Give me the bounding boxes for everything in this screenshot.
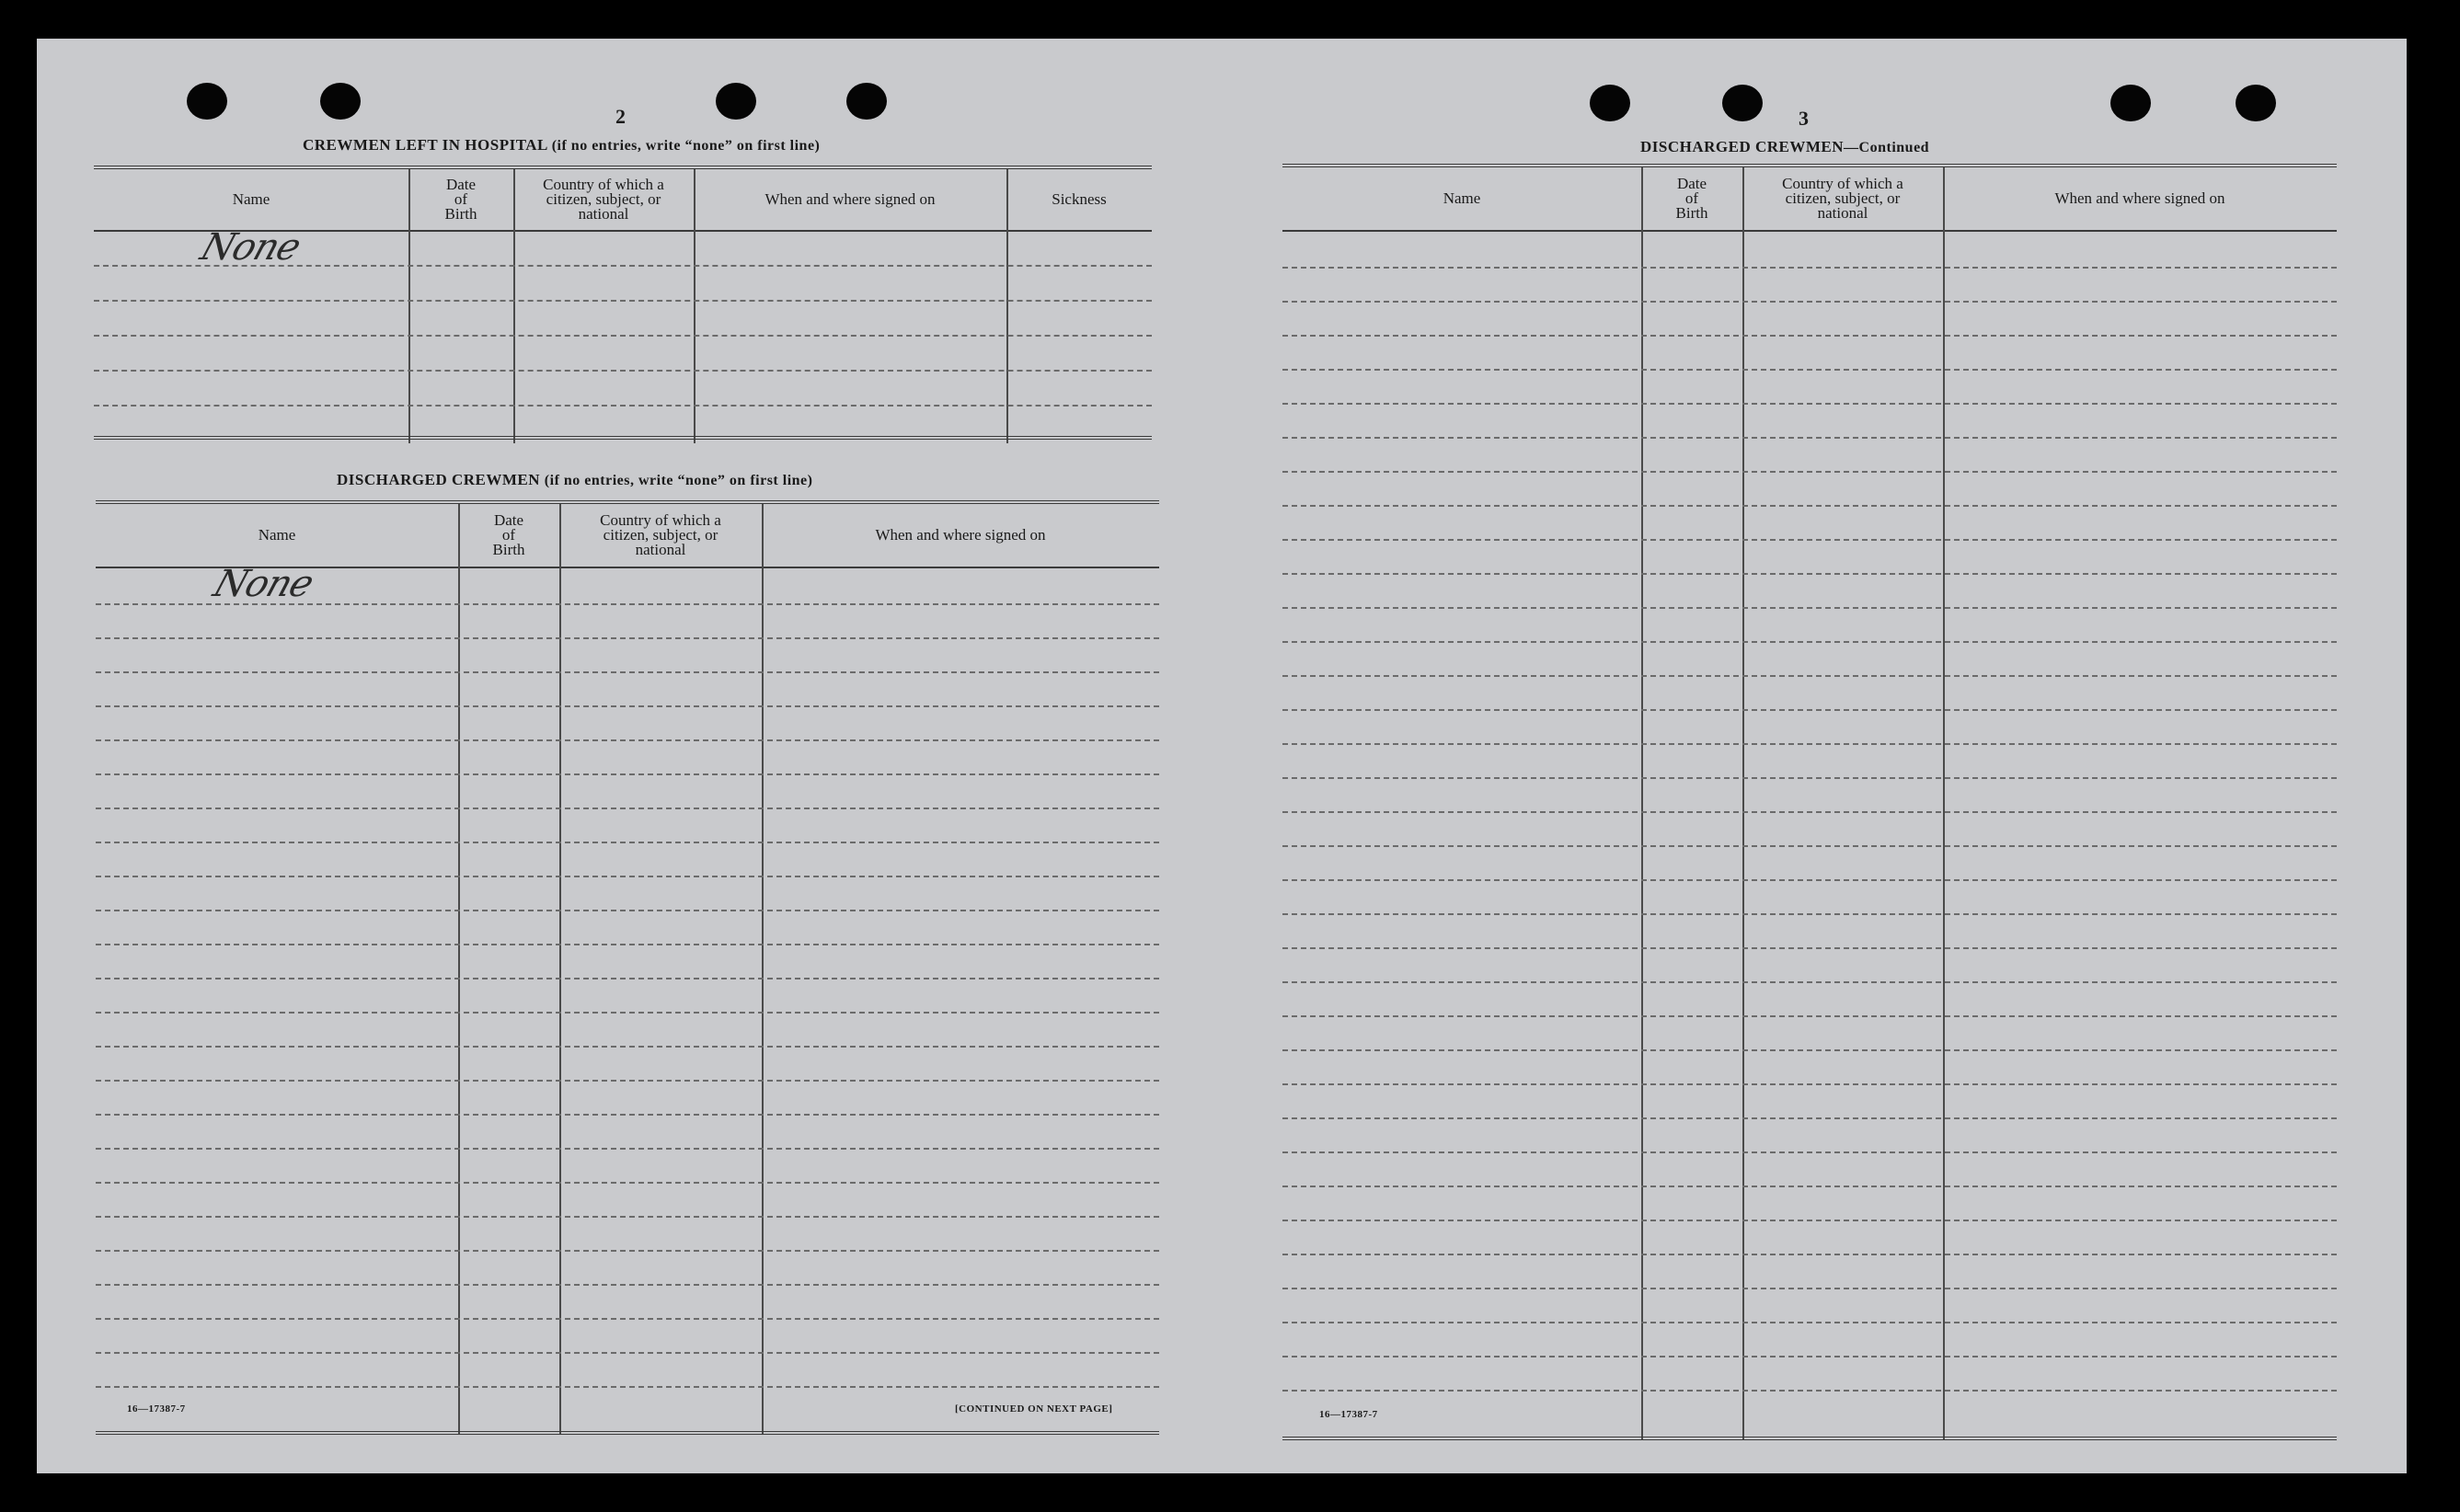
col-header-country: Country of which a citizen, subject, or national: [543, 176, 664, 223]
row-line: [1282, 1356, 2337, 1357]
col-header-name: Name: [258, 526, 296, 544]
column-divider: [762, 504, 764, 1435]
row-line: [1282, 471, 2337, 473]
punch-hole: [187, 83, 227, 120]
row-line: [96, 637, 1159, 639]
row-line: [1282, 1015, 2337, 1017]
col-header-country: Country of which a citizen, subject, or national: [1782, 175, 1903, 222]
punch-hole: [1590, 85, 1630, 121]
col-header-name: Name: [1443, 189, 1481, 207]
left-form-number: 16—17387-7: [127, 1403, 186, 1415]
row-line: [96, 1046, 1159, 1048]
discharged-continued-table: [1282, 164, 2337, 1442]
row-line: [1282, 913, 2337, 915]
column-divider: [1742, 167, 1744, 1440]
col-header-signed-on: When and where signed on: [764, 190, 936, 208]
row-line: [96, 1284, 1159, 1286]
row-line: [1282, 607, 2337, 609]
row-line: [96, 876, 1159, 877]
right-section-title: [1640, 138, 1929, 156]
row-line: [96, 842, 1159, 843]
row-line: [1282, 641, 2337, 643]
row-line: [1282, 1049, 2337, 1051]
col-header-country: Country of which a citizen, subject, or national: [600, 511, 721, 558]
hospital-table: [94, 166, 1152, 443]
column-divider: [559, 504, 561, 1435]
col-header-date-of-birth: Date of Birth: [1675, 175, 1708, 222]
discharged-title-text: DISCHARGED CREWMEN: [337, 471, 541, 488]
row-line: [96, 705, 1159, 707]
row-line: [1282, 335, 2337, 337]
row-line: [96, 1012, 1159, 1014]
punch-hole: [1722, 85, 1763, 121]
right-form-number: 16—17387-7: [1319, 1409, 1378, 1420]
row-line: [1282, 743, 2337, 745]
row-line: [96, 1216, 1159, 1218]
right-title-text: DISCHARGED CREWMEN: [1640, 138, 1845, 155]
hospital-section-title: [303, 136, 820, 155]
row-line: [1282, 675, 2337, 677]
right-title-suffix: —Continued: [1844, 140, 1930, 155]
row-line: [1282, 1322, 2337, 1323]
row-line: [96, 808, 1159, 809]
row-line: [1282, 573, 2337, 575]
row-line: [96, 910, 1159, 911]
column-divider: [1641, 167, 1643, 1440]
row-line: [1282, 301, 2337, 303]
row-line: [94, 405, 1152, 407]
row-line: [96, 1080, 1159, 1082]
column-divider: [458, 504, 460, 1435]
column-divider: [1943, 167, 1945, 1440]
discharged-table: [96, 500, 1159, 1438]
col-header-signed-on: When and where signed on: [2054, 189, 2225, 207]
row-line: [1282, 403, 2337, 405]
right-page-number: 3: [1799, 107, 1809, 130]
row-line: [1282, 811, 2337, 813]
row-line: [1282, 505, 2337, 507]
row-line: [96, 1114, 1159, 1116]
column-divider: [408, 169, 410, 443]
left-page-number: 2: [615, 105, 626, 128]
col-header-signed-on: When and where signed on: [875, 526, 1046, 544]
table-bottom-rule: [96, 1431, 1159, 1435]
punch-hole: [2110, 85, 2151, 121]
punch-hole: [2236, 85, 2276, 121]
row-line: [1282, 1186, 2337, 1187]
row-line: [1282, 845, 2337, 847]
row-line: [1282, 709, 2337, 711]
row-line: [1282, 1151, 2337, 1153]
column-divider: [1006, 169, 1008, 443]
row-line: [94, 335, 1152, 337]
document-sheet: [37, 39, 2407, 1473]
row-line: [96, 1148, 1159, 1150]
col-header-date-of-birth: Date of Birth: [444, 176, 477, 223]
row-line: [1282, 1220, 2337, 1221]
column-divider: [694, 169, 695, 443]
handwritten-entry: None: [195, 226, 305, 269]
row-line: [1282, 981, 2337, 983]
col-header-date-of-birth: Date of Birth: [492, 511, 525, 558]
punch-hole: [320, 83, 361, 120]
punch-hole: [846, 83, 887, 120]
row-line: [1282, 947, 2337, 949]
row-line: [1282, 777, 2337, 779]
row-line: [1282, 1390, 2337, 1392]
row-line: [96, 739, 1159, 741]
row-line: [1282, 437, 2337, 439]
row-line: [1282, 1288, 2337, 1289]
row-line: [96, 1182, 1159, 1184]
column-divider: [513, 169, 515, 443]
row-line: [1282, 1083, 2337, 1085]
row-line: [1282, 1254, 2337, 1255]
col-header-name: Name: [232, 190, 270, 208]
hospital-instruction: (if no entries, write “none” on first line): [551, 138, 821, 154]
hospital-table-header: [94, 169, 1152, 232]
hospital-title-text: CREWMEN LEFT IN HOSPITAL: [303, 136, 547, 154]
row-line: [1282, 879, 2337, 881]
col-header-sickness: Sickness: [1052, 190, 1107, 208]
row-line: [94, 370, 1152, 372]
discharged-instruction: (if no entries, write “none” on first line): [544, 473, 813, 488]
row-line: [96, 1352, 1159, 1354]
handwritten-entry: None: [208, 563, 318, 605]
discharged-continued-header: [1282, 167, 2337, 232]
row-line: [1282, 369, 2337, 371]
table-bottom-rule: [1282, 1437, 2337, 1440]
row-line: [1282, 1117, 2337, 1119]
row-line: [96, 1250, 1159, 1252]
discharged-section-title: [337, 471, 812, 489]
row-line: [94, 300, 1152, 302]
row-line: [1282, 267, 2337, 269]
row-line: [96, 944, 1159, 945]
punch-hole: [716, 83, 756, 120]
discharged-table-header: [96, 504, 1159, 568]
row-line: [96, 773, 1159, 775]
row-line: [96, 1318, 1159, 1320]
row-line: [1282, 539, 2337, 541]
row-line: [96, 978, 1159, 979]
table-bottom-rule: [94, 436, 1152, 440]
row-line: [96, 671, 1159, 673]
continued-note: [CONTINUED ON NEXT PAGE]: [955, 1403, 1113, 1415]
row-line: [96, 1386, 1159, 1388]
